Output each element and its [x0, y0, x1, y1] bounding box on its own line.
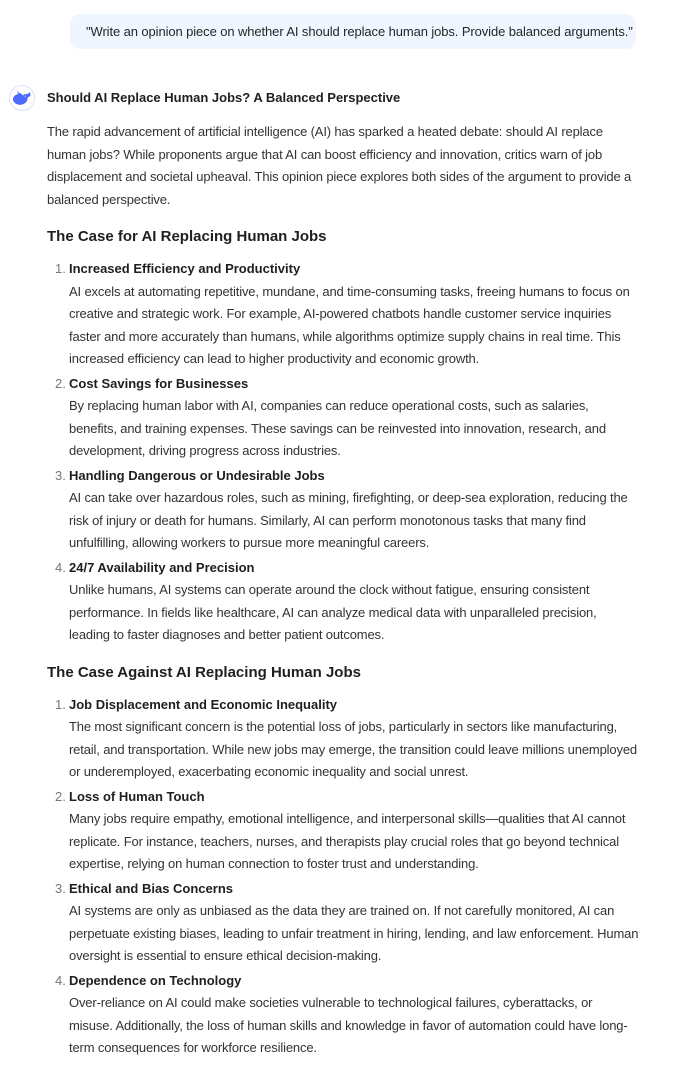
- list-item: [47, 373, 639, 463]
- item-title: Increased Efficiency and Productivity: [69, 261, 301, 276]
- section-case-against: [47, 663, 639, 1060]
- section-case-for: [47, 227, 639, 647]
- list-number: 3.: [55, 880, 66, 896]
- list-number: 4.: [55, 559, 66, 575]
- arguments-list: [47, 258, 639, 647]
- item-title: Job Displacement and Economic Inequality: [69, 696, 338, 712]
- list-item: [47, 694, 639, 784]
- list-number: 2.: [55, 375, 66, 391]
- item-body: Many jobs require empathy, emotional intelligence, and interpersonal skills—qualities that AI cannot replicate. For instance, teachers, nurses, and therapists play crucial roles that go beyond technical expertise, relying on human connection to foster trust and understanding.: [69, 811, 626, 871]
- list-item: [47, 970, 639, 1060]
- item-body: AI excels at automating repetitive, mundane, and time-consuming tasks, freeing humans to focus on creative and strategic work. For example, AI-powered chatbots handle customer service inquiries faster and more accurately than humans, while algorithms optimize supply chains in real time. This increased efficiency can lead to higher productivity and economic growth.: [69, 283, 630, 366]
- item-body: Unlike humans, AI systems can operate around the clock without fatigue, ensuring consistent performance. In fields like healthcare, AI can analyze medical data with unparalleled precision, leading to faster diagnoses and better patient outcomes.: [69, 582, 597, 642]
- item-title: Ethical and Bias Concerns: [69, 880, 233, 896]
- list-item: [47, 878, 639, 968]
- user-message-bubble: [70, 14, 636, 49]
- list-item: [47, 465, 639, 555]
- item-title: Handling Dangerous or Undesirable Jobs: [69, 467, 325, 483]
- list-item: [47, 786, 639, 876]
- intro-paragraph: The rapid advancement of artificial intelligence (AI) has sparked a heated debate: should AI replace human jobs? While proponents argue that AI can boost efficiency and innovation, critics warn of job displacement and societal upheaval. This opinion piece explores both sides of the argument to provide a balanced perspective.: [47, 124, 632, 207]
- user-message-text: "Write an opinion piece on whether AI should replace human jobs. Provide balanced arguments.": [86, 24, 633, 39]
- list-number: 1.: [55, 696, 66, 712]
- arguments-list: [47, 694, 639, 1060]
- whale-logo-icon: [13, 91, 31, 105]
- item-body: The most significant concern is the potential loss of jobs, particularly in sectors like manufacturing, retail, and transportation. While new jobs may emerge, the transition could leave millions unemployed or underemployed, exacerbating economic inequality and social unrest.: [69, 719, 637, 779]
- list-number: 4.: [55, 972, 66, 988]
- list-item: [47, 258, 639, 371]
- section-heading: The Case Against AI Replacing Human Jobs: [47, 663, 361, 681]
- item-title: Cost Savings for Businesses: [69, 375, 249, 391]
- response-title: Should AI Replace Human Jobs? A Balanced Perspective: [47, 90, 401, 105]
- list-number: 3.: [55, 467, 66, 483]
- item-title: 24/7 Availability and Precision: [69, 559, 255, 575]
- assistant-response: [47, 88, 639, 1062]
- list-number: 1.: [55, 261, 66, 276]
- item-body: AI can take over hazardous roles, such as mining, firefighting, or deep-sea exploration, reducing the risk of injury or death for humans. Similarly, AI can perform monotonous tasks that many find unfulfilling, allowing workers to pursue more meaningful careers.: [69, 490, 628, 550]
- item-body: Over-reliance on AI could make societies vulnerable to technological failures, cyberattacks, or misuse. Additionally, the loss of human skills and knowledge in favor of automation could have long-term consequences for workforce resilience.: [69, 995, 628, 1055]
- list-item: [47, 557, 639, 647]
- list-number: 2.: [55, 788, 66, 804]
- item-title: Loss of Human Touch: [69, 788, 205, 804]
- assistant-avatar: [9, 85, 35, 111]
- item-body: AI systems are only as unbiased as the data they are trained on. If not carefully monitored, AI can perpetuate existing biases, leading to unfair treatment in hiring, lending, and law enforcement. Human oversight is essential to ensure ethical decision-making.: [69, 903, 639, 963]
- item-body: By replacing human labor with AI, companies can reduce operational costs, such as salaries, benefits, and training expenses. These savings can be reinvested into innovation, research, and development, driving progress across industries.: [69, 398, 606, 458]
- item-title: Dependence on Technology: [69, 972, 242, 988]
- section-heading: The Case for AI Replacing Human Jobs: [47, 228, 327, 245]
